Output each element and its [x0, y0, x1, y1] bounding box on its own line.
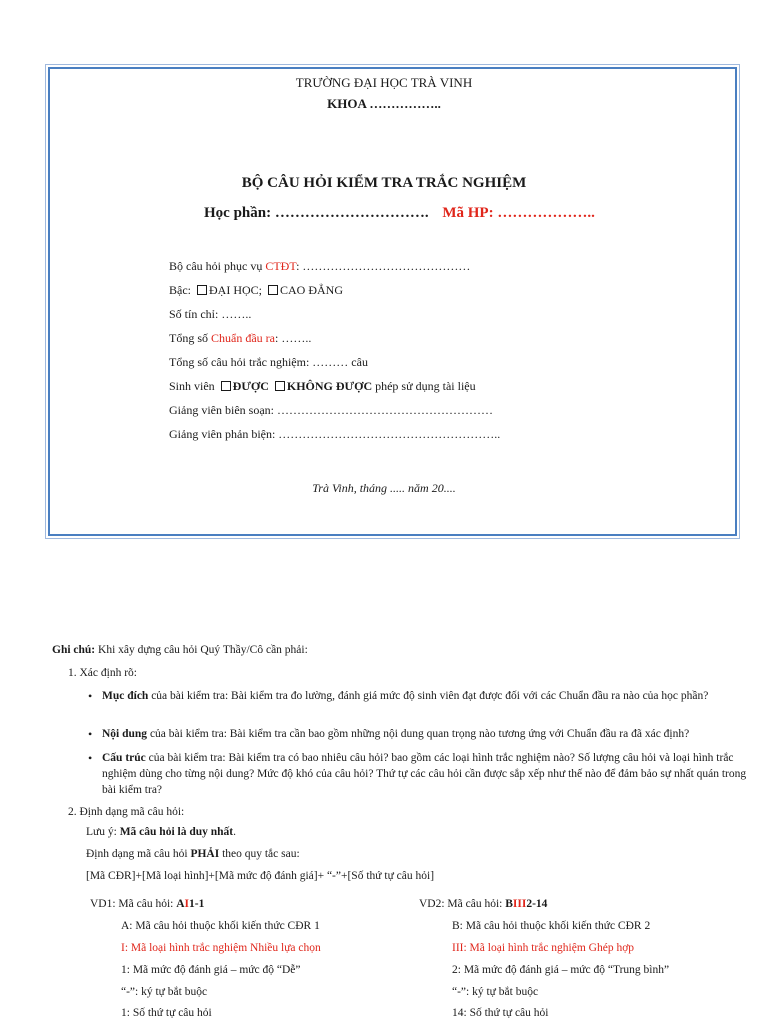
checkbox-college[interactable] [268, 285, 278, 295]
checkbox-not-allowed[interactable] [275, 381, 285, 391]
field-questions: Tổng số câu hỏi trắc nghiệm: ……… câu [169, 355, 368, 369]
example-1-line: A: Mã câu hỏi thuộc khối kiến thức CĐR 1 [121, 920, 320, 932]
example-1-heading: VD1: Mã câu hỏi: AI1-1 [90, 898, 205, 910]
notes-intro: Ghi chú: Khi xây dựng câu hỏi Quý Thầy/Cô cần phải: [52, 644, 308, 656]
field-credits: Số tín chỉ: …….. [169, 307, 252, 321]
field-reviewer: Giảng viên phản biện: ……………………………………………….. [169, 427, 501, 441]
checkbox-allowed[interactable] [221, 381, 231, 391]
example-2-line: III: Mã loại hình trắc nghiệm Ghép hợp [452, 942, 635, 954]
unique-note: Lưu ý: Mã câu hỏi là duy nhất. [86, 826, 237, 838]
field-outcomes: Tổng số Chuẩn đầu ra: …….. [169, 331, 312, 345]
course-code-label: Mã HP: ……………….. [442, 205, 595, 221]
example-2-line: 2: Mã mức độ đánh giá – mức độ “Trung bình” [452, 964, 670, 976]
format-formula: [Mã CĐR]+[Mã loại hình]+[Mã mức độ đánh giá]+ “-”+[Số thứ tự câu hỏi] [86, 870, 435, 882]
format-rule: Định dạng mã câu hỏi PHẢI theo quy tắc sau: [86, 848, 300, 860]
example-1-line: “-”: ký tự bắt buộc [121, 986, 208, 998]
example-1-line: 1: Số thứ tự câu hỏi [121, 1007, 212, 1019]
field-level: Bậc: ĐẠI HỌC; CAO ĐẲNG [169, 283, 343, 297]
notes-label: Ghi chú: [52, 644, 96, 656]
course-line [204, 205, 595, 222]
faculty-name: KHOA …………….. [327, 96, 441, 111]
example-2-heading: VD2: Mã câu hỏi: BIII2-14 [419, 898, 548, 910]
example-2-line: 14: Số thứ tự câu hỏi [452, 1007, 549, 1019]
example-2-line: “-”: ký tự bắt buộc [452, 986, 539, 998]
field-author: Giảng viên biên soạn: ……………………………………………… [169, 403, 493, 417]
document-title: BỘ CÂU HỎI KIỂM TRA TRẮC NGHIỆM [241, 175, 527, 191]
bullet-purpose: • Mục đích của bài kiểm tra: Bài kiểm tra đo lường, đánh giá mức độ sinh viên đạt được đối với các Chuẩn đầu ra nào của học phần? [88, 688, 748, 704]
field-students: Sinh viên ĐƯỢC KHÔNG ĐƯỢC phép sử dụng tài liệu [169, 379, 476, 393]
list-item-1: 1. Xác định rõ: [68, 667, 137, 679]
course-label: Học phần: …………………………. [204, 205, 429, 221]
university-name: TRƯỜNG ĐẠI HỌC TRÀ VINH [295, 75, 473, 90]
example-2-line: B: Mã câu hỏi thuộc khối kiến thức CĐR 2 [452, 920, 651, 932]
cover-frame [48, 67, 737, 536]
bullet-structure: • Cấu trúc của bài kiểm tra: Bài kiểm tra có bao nhiêu câu hỏi? bao gồm các loại hình trắc nghiệm nào? Số lượng câu hỏi và loại hình trắc nghiệm dùng cho từng nội dung? Mức độ khó của câu hỏi? Thứ tự các câu hỏi cần được sắp xếp như thế nào để đảm bảo sự nhất quán trong bài kiểm tra? [88, 750, 748, 798]
place-date: Trà Vinh, tháng ..... năm 20.... [312, 481, 456, 495]
bullet-content: • Nội dung của bài kiểm tra: Bài kiểm tra cần bao gồm những nội dung quan trọng nào tương ứng với Chuẩn đầu ra đã xác định? [88, 726, 748, 742]
field-program: Bộ câu hỏi phục vụ CTĐT: …………………………………… [169, 259, 471, 273]
list-item-2: 2. Định dạng mã câu hỏi: [68, 806, 185, 818]
ctdt-label: CTĐT [265, 259, 297, 273]
checkbox-university[interactable] [197, 285, 207, 295]
example-1-line: I: Mã loại hình trắc nghiệm Nhiều lựa chọn [121, 942, 321, 954]
example-1-line: 1: Mã mức độ đánh giá – mức độ “Dễ” [121, 964, 301, 976]
